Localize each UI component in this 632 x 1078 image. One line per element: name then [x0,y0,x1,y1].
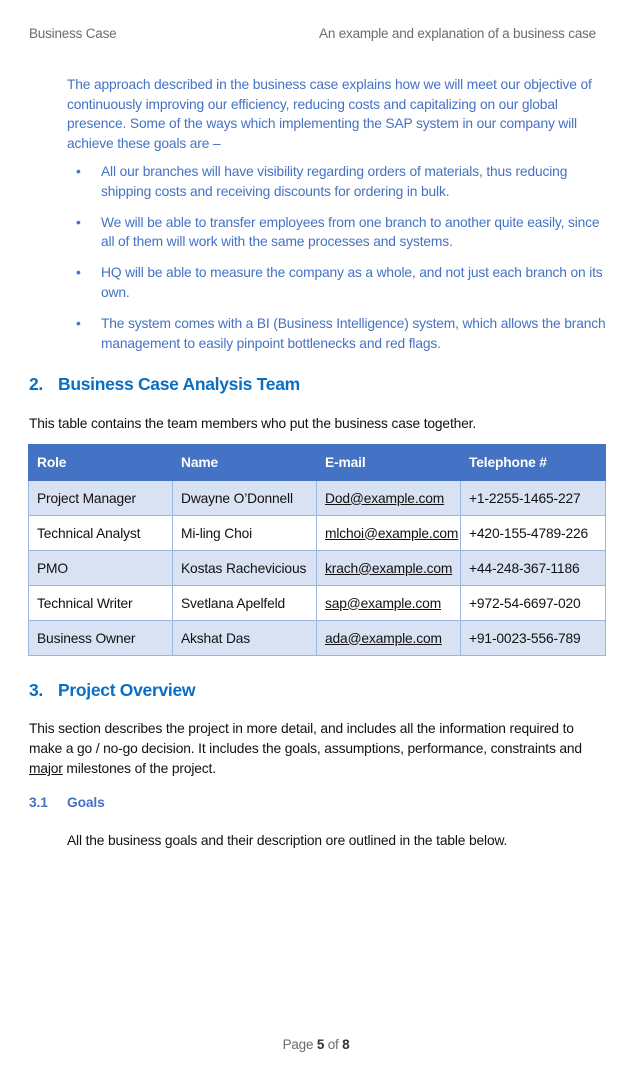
section-2-description: This table contains the team members who put the business case together. [29,416,477,431]
footer-total-pages: 8 [342,1037,350,1052]
table-row [29,621,606,656]
bullet-text: The system comes with a BI (Business Intelligence) system, which allows the branch management to easily pinpoint bottlenecks and red flags. [101,316,606,351]
bullet-text: All our branches will have visibility regarding orders of materials, thus reducing shipping costs and receiving discounts for ordering in bulk. [101,164,568,199]
header-document-subtitle: An example and explanation of a business case [319,26,596,41]
cell-name: Mi-ling Choi [173,516,317,551]
cell-role: Business Owner [29,621,173,656]
cell-telephone: +1-2255-1465-227 [461,481,606,516]
cell-email [317,586,461,621]
cell-telephone: +420-155-4789-226 [461,516,606,551]
section-3-description [29,719,589,779]
column-header-name: Name [173,445,317,481]
table-row [29,481,606,516]
email-link[interactable]: krach@example.com [325,560,453,576]
cell-telephone: +972-54-6697-020 [461,586,606,621]
email-link[interactable]: ada@example.com [325,630,442,646]
header-document-title: Business Case [29,26,117,41]
cell-role: Technical Writer [29,586,173,621]
subsection-3-1-heading [29,795,105,810]
bullet-item [67,263,607,302]
cell-name: Kostas Rachevicious [173,551,317,586]
goals-bullet-list [67,162,607,365]
cell-name: Dwayne O’Donnell [173,481,317,516]
column-header-email: E-mail [317,445,461,481]
table-row [29,586,606,621]
page-footer [0,1037,632,1052]
table-row [29,551,606,586]
cell-role: PMO [29,551,173,586]
table-row [29,516,606,551]
cell-email [317,551,461,586]
section-2-heading [29,374,300,395]
email-link[interactable]: Dod@example.com [325,490,445,506]
cell-telephone: +91-0023-556-789 [461,621,606,656]
cell-email [317,621,461,656]
column-header-telephone: Telephone # [461,445,606,481]
cell-telephone: +44-248-367-1186 [461,551,606,586]
footer-current-page: 5 [316,1037,325,1052]
cell-role: Technical Analyst [29,516,173,551]
intro-paragraph: The approach described in the business case explains how we will meet our objective of continuously improving our efficiency, reducing costs and capitalizing on our global presence. Some of the ways which implementing the SAP system in our company will achieve these goals are – [67,77,592,151]
section-2-number: 2. [29,374,43,394]
bullet-text: We will be able to transfer employees from one branch to another quite easily, since all of them will work with the same processes and systems. [101,214,600,250]
column-header-role: Role [29,445,173,481]
page-header [29,26,596,44]
section-3-number: 3. [29,680,43,700]
table-header-row [29,445,606,481]
section-3-heading [29,680,195,701]
section-3-title: Project Overview [58,680,196,700]
email-link[interactable]: mlchoi@example.com [325,525,459,541]
cell-email [317,481,461,516]
section-2-title: Business Case Analysis Team [58,374,300,394]
bullet-item [67,314,607,353]
subsection-3-1-number: 3.1 [29,795,48,810]
cell-name: Svetlana Apelfeld [173,586,317,621]
bullet-icon: • [76,265,81,281]
bullet-item [67,213,607,252]
subsection-3-1-description: All the business goals and their description ore outlined in the table below. [67,833,508,848]
bullet-item [67,162,607,201]
email-link[interactable]: sap@example.com [325,595,442,611]
section-3-text-start: This section describes the project in more detail, and includes all the information required to make a go / no-go decision. It includes the goals, assumptions, performance, constraints and [29,721,582,756]
bullet-icon: • [76,214,81,230]
bullet-icon: • [76,164,81,179]
footer-page-middle: of [324,1037,343,1052]
subsection-3-1-title: Goals [67,795,105,810]
team-table [28,444,606,656]
bullet-icon: • [76,316,81,332]
section-3-underlined-word: major [29,761,63,776]
footer-page-prefix: Page [282,1037,317,1052]
bullet-text: HQ will be able to measure the company as a whole, and not just each branch on its own. [101,265,603,300]
cell-email [317,516,461,551]
section-3-text-end: milestones of the project. [62,761,216,776]
cell-name: Akshat Das [173,621,317,656]
cell-role: Project Manager [29,481,173,516]
